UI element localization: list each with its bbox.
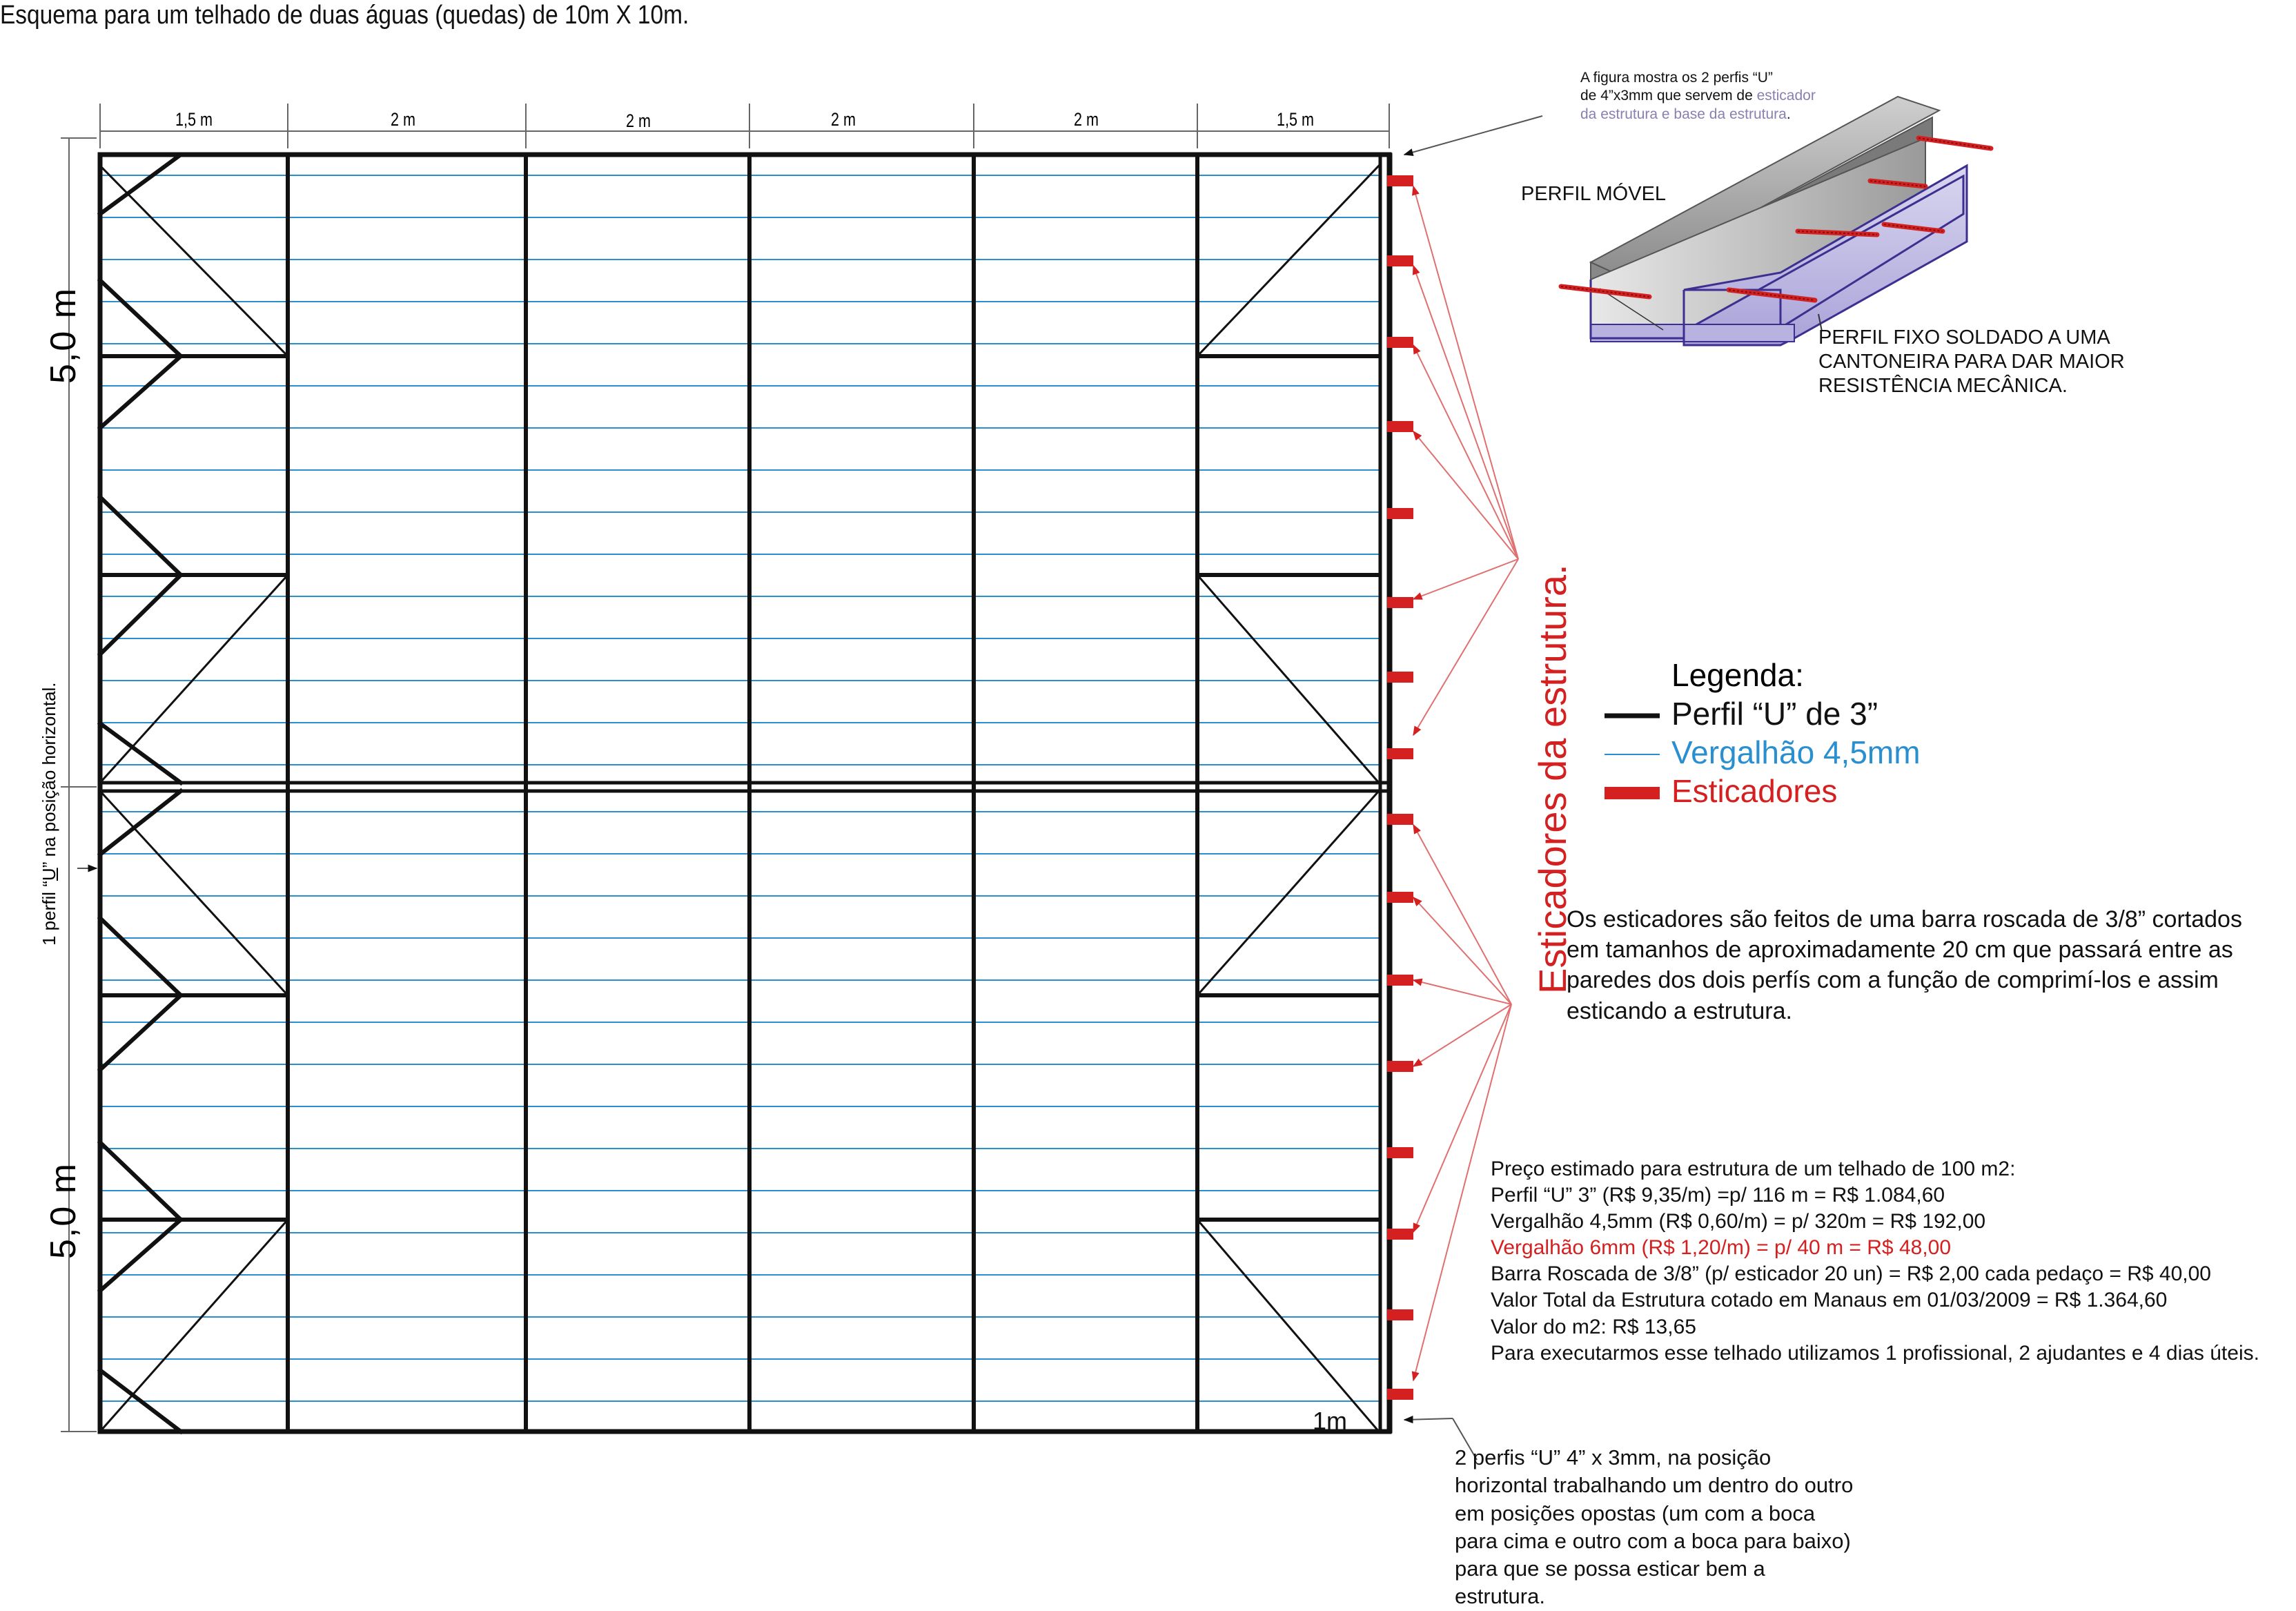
figure-note: A figura mostra os 2 perfis “U” de 4”x3mm que servem de esticador da estrutura e base da estrutura. xyxy=(1580,70,1816,122)
perfil-horizontal-label: 1 perfil “U” na posição horizontal. xyxy=(39,682,59,946)
legend xyxy=(1601,656,1921,810)
price-line: Vergalhão 4,5mm (R$ 0,60/m) = p/ 320m = R$ 192,00 xyxy=(1491,1210,1986,1233)
callout-arrows xyxy=(77,116,1542,1460)
dim-label-6: 1,5 m xyxy=(1276,109,1315,130)
price-line: Valor Total da Estrutura cotado em Manaus em 01/03/2009 = R$ 1.364,60 xyxy=(1491,1289,2168,1312)
price-line: Preço estimado para estrutura de um telhado de 100 m2: xyxy=(1491,1158,2016,1180)
tensioner xyxy=(1387,421,1413,432)
leader-arrow xyxy=(1413,266,1518,559)
legend-item-vergalhao xyxy=(1601,733,1921,772)
perfil-movel-label: PERFIL MÓVEL xyxy=(1521,183,1667,205)
price-line: Barra Roscada de 3/8” (p/ esticador 20 un) = R$ 2,00 cada pedaço = R$ 40,00 xyxy=(1491,1262,2211,1286)
price-line: Valor do m2: R$ 13,65 xyxy=(1491,1315,1696,1338)
tensioner xyxy=(1387,1389,1413,1400)
tensioner xyxy=(1387,1147,1413,1158)
page-title: Esquema para um telhado de duas águas (quedas) de 10m X 10m. xyxy=(0,1,689,30)
dim-label-2: 2 m xyxy=(390,109,415,130)
tensioner xyxy=(1387,748,1413,759)
dim-label-5: 2 m xyxy=(1073,109,1099,130)
legend-item-perfil xyxy=(1601,694,1921,733)
esticadores-vertical-label: Esticadores da estrutura. xyxy=(1531,564,1574,994)
leader-arrow xyxy=(1413,186,1518,559)
leader-arrow xyxy=(1413,1004,1511,1066)
price-line: Para executarmos esse telhado utilizamos 1 profissional, 2 ajudantes e 4 dias úteis. xyxy=(1491,1341,2259,1365)
dim-left-lower: 5,0 m xyxy=(43,1162,84,1259)
tensioner xyxy=(1387,255,1413,266)
corner-dimension: 1m xyxy=(1313,1407,1348,1435)
leader-arrow xyxy=(1413,345,1518,559)
tensioner xyxy=(1387,814,1413,825)
price-line: Vergalhão 6mm (R$ 1,20/m) = p/ 40 m = R$ 48,00 xyxy=(1491,1236,1952,1260)
dim-label-1: 1,5 m xyxy=(175,109,213,130)
bottom-profile-note: 2 perfis “U” 4” x 3mm, na posição horizontal trabalhando um dentro do outro em posições opostas (um com a boca para cima e outro com a boca para baixo) para que se possa esticar bem a estrutura. xyxy=(1455,1445,1854,1609)
tensioner xyxy=(1387,1309,1413,1320)
esticadores-description: Os esticadores são feitos de uma barra roscada de 3/8” cortados em tamanhos de aproximadamente 20 cm que passará entre as paredes dos dois perfís com a função de comprimí-los e assim esticando a estrutura. xyxy=(1567,906,2242,1024)
leader-arrow xyxy=(1413,559,1518,735)
tensioner xyxy=(1387,1061,1413,1072)
legend-label-perfil: Perfil “U” de 3” xyxy=(1671,696,1878,732)
tensioner xyxy=(1387,175,1413,186)
legend-label-vergalhao: Vergalhão 4,5mm xyxy=(1671,734,1921,770)
tensioner xyxy=(1387,892,1413,903)
leader-arrow xyxy=(1413,825,1511,1004)
dim-label-3: 2 m xyxy=(625,110,651,131)
u-profile-illustration xyxy=(1561,97,1991,345)
steel-frame xyxy=(100,155,1391,1432)
perfil-fixo-label: PERFIL FIXO SOLDADO A UMA CANTONEIRA PARA DAR MAIOR RESISTÊNCIA MECÂNICA. xyxy=(1818,326,2125,397)
price-line: Perfil “U” 3” (R$ 9,35/m) =p/ 116 m = R$ 1.084,60 xyxy=(1491,1184,1945,1207)
tensioner xyxy=(1387,337,1413,348)
tensioner xyxy=(1387,672,1413,683)
rebar-lines xyxy=(102,175,1379,1401)
tensioner xyxy=(1387,975,1413,986)
dim-left-upper: 5,0 m xyxy=(43,286,84,384)
leader-arrow xyxy=(1413,980,1511,1004)
tensioner xyxy=(1387,1229,1413,1240)
price-estimate xyxy=(1491,1156,2291,1367)
legend-label-esticadores: Esticadores xyxy=(1671,773,1838,809)
legend-item-esticadores xyxy=(1601,772,1921,810)
dim-label-4: 2 m xyxy=(830,109,856,130)
tensioner xyxy=(1387,508,1413,519)
legend-title: Legenda: xyxy=(1671,657,1804,693)
tensioner xyxy=(1387,597,1413,608)
leader-arrow xyxy=(1413,559,1518,599)
